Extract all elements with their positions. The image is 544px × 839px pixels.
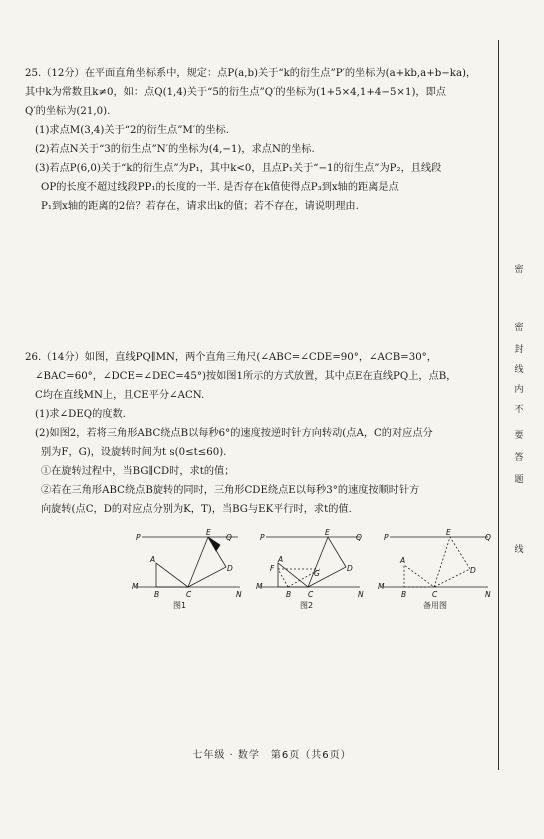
q26-line3: C均在直线MN上，且CE平分∠ACN. bbox=[35, 390, 205, 401]
q26-part2d: ②若在三角形ABC绕点B旋转的同时，三角形CDE绕点E以每秒3°的速度按顺时针方 bbox=[41, 485, 420, 496]
q25-part3a: (3)若点P(6,0)关于“k的衍生点”为P₁，其中k<0，且点P₁关于“−1的衍生点”为P₂，且线段 bbox=[35, 163, 442, 174]
binding-text-8: 题 bbox=[514, 475, 524, 485]
figure-spare bbox=[382, 537, 488, 587]
binding-text-top: 密 bbox=[514, 265, 524, 275]
svg-text:P: P bbox=[136, 533, 141, 542]
page-footer: 七年级 · 数学 第6页（共6页） bbox=[192, 750, 352, 761]
figure-1-caption: 图1 bbox=[173, 601, 187, 610]
figure-2-caption: 图2 bbox=[300, 601, 314, 610]
q25-line3: Q′的坐标为(21,0). bbox=[25, 106, 111, 117]
svg-text:E: E bbox=[206, 528, 211, 537]
svg-text:E: E bbox=[325, 528, 330, 537]
svg-text:N: N bbox=[485, 590, 491, 599]
svg-text:M: M bbox=[378, 582, 385, 591]
figure-2-labels bbox=[256, 528, 364, 599]
svg-text:P: P bbox=[384, 533, 389, 542]
svg-text:C: C bbox=[308, 590, 314, 599]
q25-line2: 其中k为常数且k≠0，如：点Q(1,4)关于“5的衍生点”Q′的坐标为(1+5×4,1+4−5×1)，即点 bbox=[25, 87, 446, 98]
binding-text-7: 答 bbox=[514, 453, 524, 463]
q26-part2c: ①在旋转过程中，当BG∥CD时，求t的值； bbox=[41, 466, 235, 477]
svg-text:A: A bbox=[150, 555, 156, 564]
binding-line bbox=[498, 40, 499, 770]
binding-text-6: 要 bbox=[514, 431, 524, 441]
q26-line1: 26.（14分）如图，直线PQ∥MN，两个直角三角尺(∠ABC=∠CDE=90°，∠ACB=30°， bbox=[25, 352, 437, 363]
binding-text-2: 封 bbox=[514, 345, 524, 355]
binding-text-4: 内 bbox=[514, 385, 524, 395]
binding-text-3: 线 bbox=[514, 365, 524, 375]
q25-part3c: P₁到x轴的距离的2倍？若存在，请求出k的值；若不存在，请说明理由. bbox=[41, 201, 359, 212]
svg-text:A: A bbox=[278, 555, 284, 564]
binding-text-5: 不 bbox=[514, 405, 524, 415]
svg-text:M: M bbox=[132, 582, 139, 591]
q25-part1: (1)求点M(3,4)关于“2的衍生点”M′的坐标. bbox=[35, 125, 229, 136]
figure-2 bbox=[260, 537, 360, 587]
q25-line1: 25.（12分）在平面直角坐标系中，规定：点P(a,b)关于“k的衍生点”P′的坐标为(a+kb,a+b−ka)， bbox=[25, 68, 477, 79]
svg-text:C: C bbox=[432, 590, 438, 599]
svg-text:B: B bbox=[286, 590, 292, 599]
figure-1-labels bbox=[132, 528, 242, 599]
figure-spare-caption: 备用图 bbox=[423, 601, 447, 610]
svg-text:P: P bbox=[260, 533, 265, 542]
q26-part2e: 向旋转(点C，D的对应点分别为K，T)，当BG与EK平行时，求t的值. bbox=[41, 504, 352, 515]
svg-text:B: B bbox=[154, 590, 160, 599]
svg-text:Q: Q bbox=[356, 533, 362, 542]
question-25 bbox=[25, 64, 485, 216]
svg-text:D: D bbox=[470, 566, 476, 575]
q26-line2: ∠BAC=60°，∠DCE=∠DEC=45°)按如图1所示的方式放置，其中点E在直线PQ上，点B， bbox=[35, 371, 457, 382]
q26-part2b: 别为F，G)，设旋转时间为t s(0≤t≤60). bbox=[41, 447, 227, 458]
svg-text:C: C bbox=[186, 590, 192, 599]
svg-text:D: D bbox=[347, 564, 353, 573]
svg-text:A: A bbox=[400, 556, 406, 565]
figure-spare-labels bbox=[378, 528, 491, 599]
binding-text-1: 密 bbox=[514, 323, 524, 333]
svg-text:Q: Q bbox=[485, 533, 491, 542]
svg-text:G: G bbox=[314, 569, 320, 578]
svg-text:M: M bbox=[256, 582, 263, 591]
svg-text:D: D bbox=[227, 564, 233, 573]
svg-text:N: N bbox=[236, 590, 242, 599]
q26-part2a: (2)如图2，若将三角形ABC绕点B以每秒6°的速度按逆时针方向转动(点A，C的对应点分 bbox=[35, 428, 433, 439]
q25-part3b: OP的长度不超过线段PP₁的长度的一半. 是否存在k值使得点P₃到x轴的距离是点 bbox=[41, 182, 399, 193]
svg-text:E: E bbox=[446, 528, 451, 537]
svg-text:Q: Q bbox=[226, 533, 232, 542]
svg-text:N: N bbox=[358, 590, 364, 599]
q26-part1: (1)求∠DEQ的度数. bbox=[35, 409, 126, 420]
question-26 bbox=[25, 348, 485, 519]
q25-part2: (2)若点N关于“3的衍生点”N′的坐标为(4,−1)，求点N的坐标. bbox=[35, 144, 315, 155]
svg-text:F: F bbox=[270, 564, 275, 573]
binding-text-bottom: 线 bbox=[514, 545, 524, 555]
svg-text:B: B bbox=[401, 590, 407, 599]
